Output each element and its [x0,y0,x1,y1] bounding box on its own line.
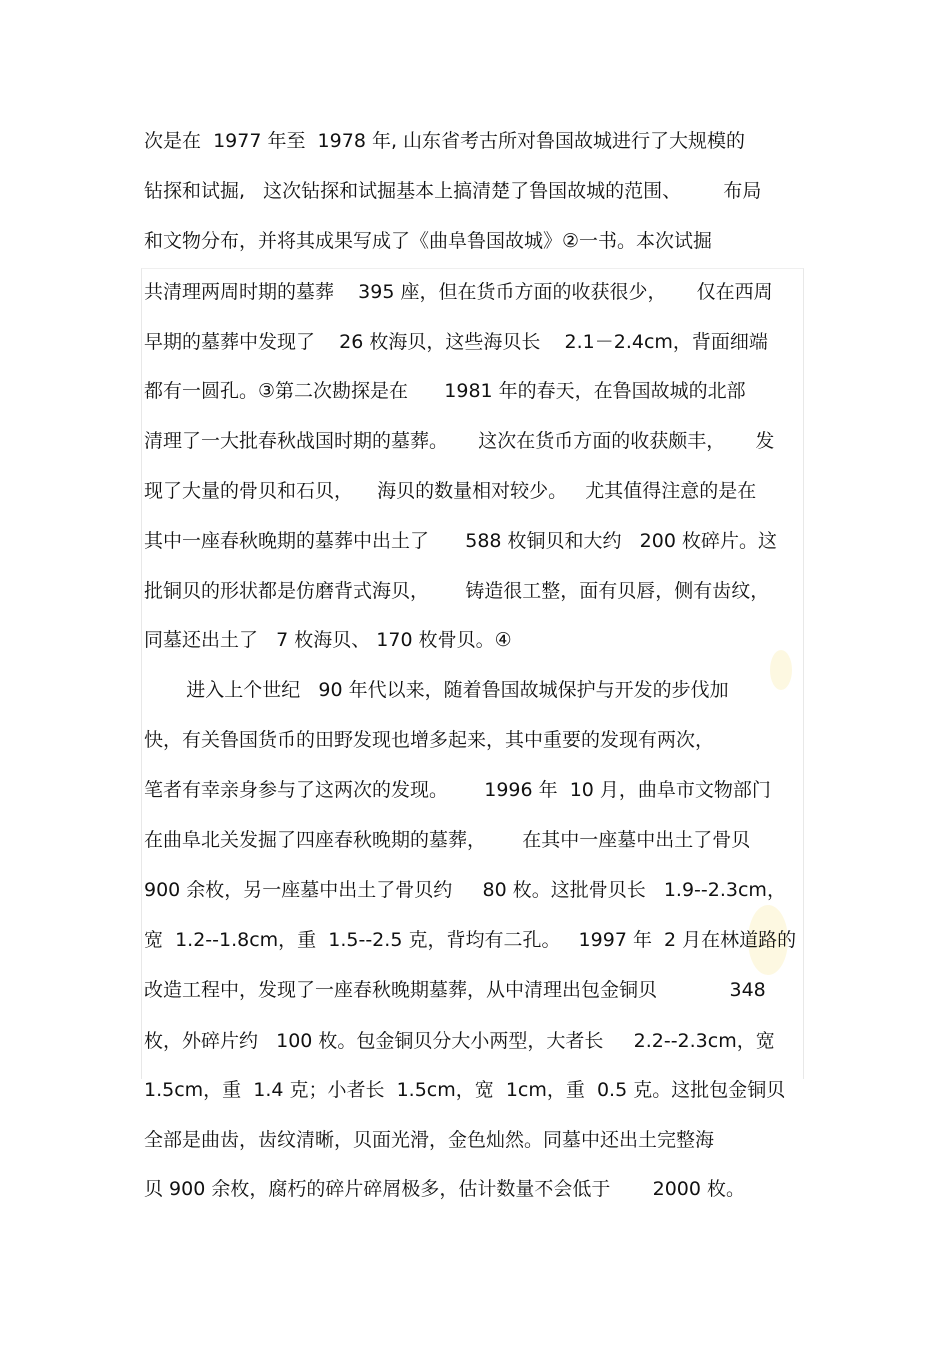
text-line: 和文物分布，并将其成果写成了《曲阜鲁国故城》②一书。本次试掘 [144,230,713,252]
text-line: 同墓还出土了 7 枚海贝、 170 枚骨贝。④ [144,629,512,651]
text-line: 枚，外碎片约 100 枚。包金铜贝分大小两型，大者长 2.2--2.3cm，宽 [144,1030,775,1052]
text-line: 共清理两周时期的墓葬 395 座，但在货币方面的收获很少， 仅在西周 [144,281,773,303]
paragraph-start-line: 进入上个世纪 90 年代以来，随着鲁国故城保护与开发的步伐加 [144,679,729,701]
paper-stain [770,650,792,690]
text-line: 改造工程中，发现了一座春秋晚期墓葬，从中清理出包金铜贝 348 [144,979,766,1001]
text-line: 都有一圆孔。③第二次勘探是在 1981 年的春天，在鲁国故城的北部 [144,380,746,402]
text-line: 笔者有幸亲身参与了这两次的发现。 1996 年 10 月，曲阜市文物部门 [144,779,771,801]
text-line: 钻探和试掘, 这次钻探和试掘基本上搞清楚了鲁国故城的范围、 布局 [144,180,762,202]
text-line: 1.5cm，重 1.4 克；小者长 1.5cm，宽 1cm，重 0.5 克。这批包金铜贝 [144,1079,786,1101]
text-line: 现了大量的骨贝和石贝， 海贝的数量相对较少。 尤其值得注意的是在 [144,480,757,502]
text-line: 快，有关鲁国货币的田野发现也增多起来，其中重要的发现有两次， [144,729,715,751]
text-line: 早期的墓葬中发现了 26 枚海贝，这些海贝长 2.1－2.4cm，背面细端 [144,331,768,353]
text-line: 批铜贝的形状都是仿磨背式海贝， 铸造很工整，面有贝唇，侧有齿纹， [144,580,770,602]
text-line: 宽 1.2--1.8cm，重 1.5--2.5 克，背均有二孔。 1997 年 2 月在林道路的 [144,929,797,951]
text-line: 在曲阜北关发掘了四座春秋晚期的墓葬， 在其中一座墓中出土了骨贝 [144,829,751,851]
text-line: 其中一座春秋晚期的墓葬中出土了 588 枚铜贝和大约 200 枚碎片。这 [144,530,777,552]
text-line: 900 余枚，另一座墓中出土了骨贝约 80 枚。这批骨贝长 1.9--2.3cm， [144,879,786,901]
text-line: 贝 900 余枚，腐朽的碎片碎屑极多，估计数量不会低于 2000 枚。 [144,1178,746,1200]
text-line: 全部是曲齿，齿纹清晰，贝面光滑，金色灿然。同墓中还出土完整海 [144,1129,715,1151]
text-line: 次是在 1977 年至 1978 年, 山东省考古所对鲁国故城进行了大规模的 [144,130,746,152]
text-line: 清理了一大批春秋战国时期的墓葬。 这次在货币方面的收获颇丰， 发 [144,430,775,452]
